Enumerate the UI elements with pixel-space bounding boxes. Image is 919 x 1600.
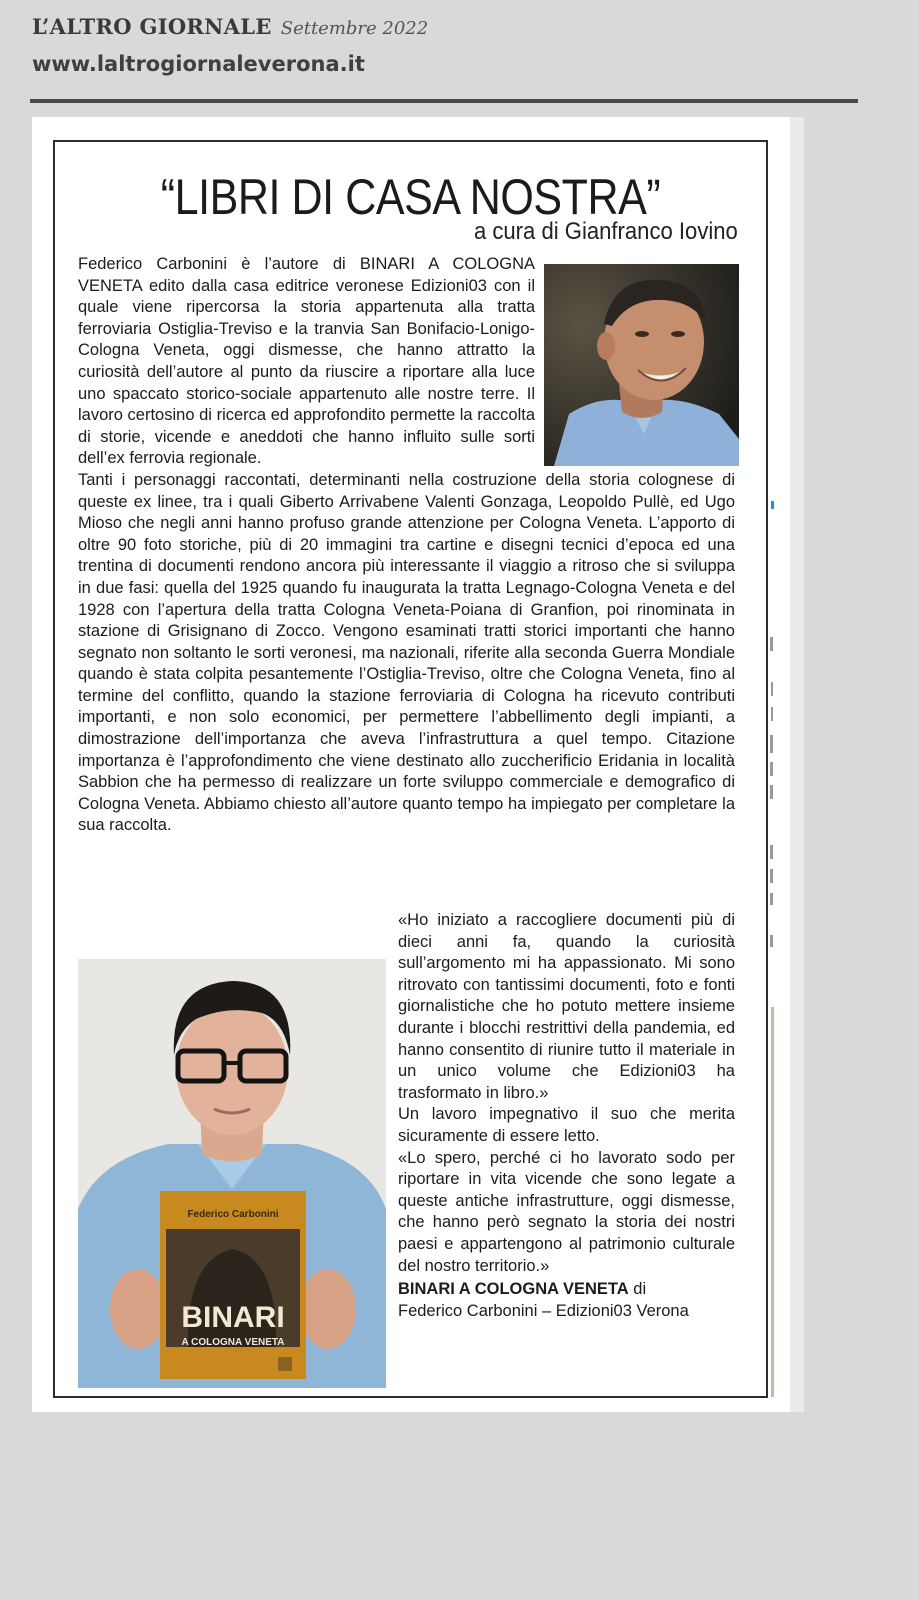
article-frame <box>53 140 768 1398</box>
book-cover-title: BINARI <box>181 1301 285 1334</box>
book-credit-publisher: Federico Carbonini – Edizioni03 Verona <box>398 1301 689 1320</box>
photo-wrap-space <box>78 910 398 1390</box>
website-url[interactable]: www.laltrogiornaleverona.it <box>32 52 365 76</box>
newspaper-name: L’ALTRO GIORNALE <box>32 14 272 39</box>
article-body-interview <box>78 910 735 1390</box>
article-body-top <box>78 254 735 837</box>
masthead <box>32 14 428 39</box>
issue-date: Settembre 2022 <box>280 18 429 39</box>
article-paragraph-intro: Federico Carbonini è l’autore di BINARI A COLOGNA VENETA edito dalla casa editrice veronese Edizioni03 con il quale viene ripercorsa la storia appartenuta alla tratta ferroviaria Ostiglia-Treviso e la tranvia San Bonifacio-Lonigo-Cologna Veneta, oggi dismesse, che hanno attratto la curiosità dell’autore al punto da riuscire a riportare alla luce uno spaccato storico-sociale appartenuto alle nostre terre. Il lavoro certosino di ricerca ed approfondito permette la raccolta di storie, vicende e aneddoti che hanno influito sulle sorti dell’ex ferrovia regionale. <box>78 255 535 468</box>
book-credit-di: di <box>628 1280 647 1299</box>
adjacent-page-edge <box>790 117 804 1412</box>
book-cover-author: Federico Carbonini <box>187 1209 279 1220</box>
header-divider <box>30 99 858 103</box>
article-byline: a cura di Gianfranco Iovino <box>474 218 738 245</box>
article-headline: “LIBRI DI CASA NOSTRA” <box>160 169 661 225</box>
interviewer-comment: Un lavoro impegnativo il suo che merita sicuramente di essere letto. <box>398 1105 735 1145</box>
book-cover-subtitle: A COLOGNA VENETA <box>181 1337 285 1348</box>
article-paragraph-history: Tanti i personaggi raccontati, determinanti nella costruzione della storia colognese di queste ex linee, tra i quali Giberto Arrivabene Valenti Gonzaga, Leopoldo Pullè, ed Ugo Mioso che negli anni hanno profuso grande attenzione per Cologna Veneta. L’apporto di oltre 90 foto storiche, più di 20 immagini tra cartine e disegni tecnici d’epoca ed una trentina di documenti rendono ancora più interessante il viaggio a ritroso che si sviluppa in due fasi: quella del 1925 quando fu inaugurata la tratta Legnago-Cologna Veneta e del 1928 con l’apertura della tratta Cologna Veneta-Poiana di Granfion, poi rinominata in stazione di Grisignano di Zocco. Vengono esaminati tratti storici importanti che hanno segnato non soltanto le sorti veronesi, ma nazionali, riferite alla seconda Guerra Mondiale quando è stata colpita pesantemente l’Ostiglia-Treviso, oltre che Cologna Veneta, fino al termine del conflitto, quando la stazione ferroviaria di Cologna ha ricevuto contributi importanti, e non solo economici, per permettere l’abbellimento degli impianti, a dimostrazione dell’importanza che aveva l’infrastruttura a quel tempo. Citazione importanza è l’approfondimento che viene destinato allo zuccherificio Eridania in località Sabbion che ha permesso di realizzare un forte sviluppo commerciale e demografico di Cologna Veneta. Abbiamo chiesto all’autore quanto tempo ha impiegato per completare la sua raccolta. <box>78 470 735 835</box>
author-quote-second: «Lo spero, perché ci ho lavorato sodo per riportare in vita vicende che sono legate a queste antiche infrastrutture, oggi dismesse, che hanno però segnato la storia dei nostri paesi e appartengono al patrimonio culturale del nostro territorio.» <box>398 1148 735 1275</box>
photo-wrap-space <box>535 254 735 466</box>
author-quote-first: «Ho iniziato a raccogliere documenti più di dieci anni fa, quando la curiosità sull’argomento mi ha appassionato. Mi sono ritrovato con tantissimi documenti, foto e fonti giornalistiche che ho potuto mettere insieme durante i blocchi restrittivi della pandemia, ed hanno consentito di riunire tutto il materiale in un unico volume che Edizioni03 ha trasformato in libro.» <box>398 911 735 1102</box>
book-title: BINARI A COLOGNA VENETA <box>398 1280 629 1299</box>
